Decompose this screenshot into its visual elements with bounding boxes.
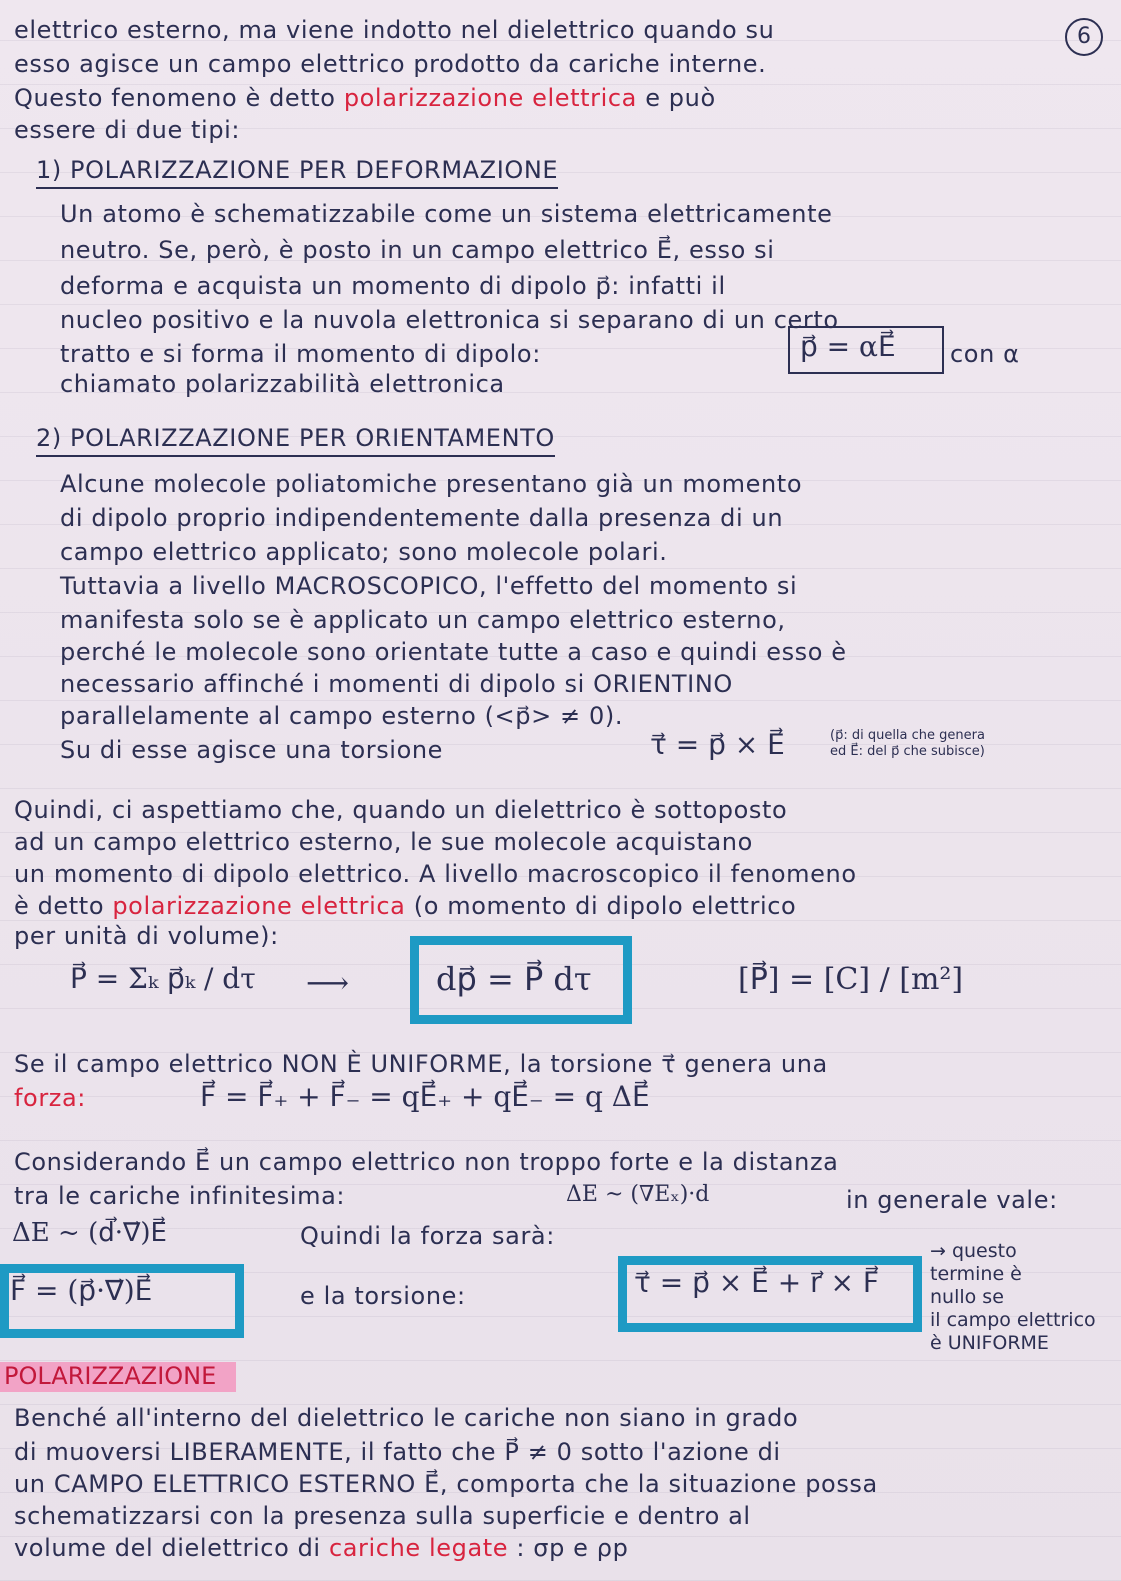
formula-p-alpha-e: p⃗ = αE⃗ <box>800 330 896 363</box>
text-line: neutro. Se, però, è posto in un campo elettrico E⃗, esso si <box>60 236 775 264</box>
text-line: deforma e acquista un momento di dipolo p⃗: infatti il <box>60 272 726 300</box>
text-line: tratto e si forma il momento di dipolo: <box>60 340 541 368</box>
text-line <box>14 1534 1101 1562</box>
text-line: in generale vale: <box>846 1186 1058 1214</box>
section-heading <box>36 156 558 184</box>
formula-delta-e-general: ΔE ~ (d⃗·∇⃗)E⃗ <box>12 1218 167 1248</box>
formula-torque-box: τ⃗ = p⃗ × E⃗ + r⃗ × F⃗ <box>634 1266 879 1299</box>
text-line: schematizzarsi con la presenza sulla superficie e dentro al <box>14 1502 751 1530</box>
text-line: Un atomo è schematizzabile come un sistema elettricamente <box>60 200 833 228</box>
heading-text: 2) POLARIZZAZIONE PER ORIENTAMENTO <box>36 424 555 457</box>
side-note-line: è UNIFORME <box>930 1332 1049 1354</box>
text-line: con α <box>950 340 1020 368</box>
text-line: per unità di volume): <box>14 922 279 950</box>
text-line: Tuttavia a livello MACROSCOPICO, l'effetto del momento si <box>60 572 798 600</box>
note-line: ed E⃗: del p⃗ che subisce) <box>830 744 985 759</box>
formula-dp: dp⃗ = P⃗ dτ <box>436 960 592 998</box>
highlighted-heading: POLARIZZAZIONE <box>0 1362 236 1392</box>
section-heading <box>36 424 555 452</box>
text-line: essere di due tipi: <box>14 116 241 144</box>
text-line: un CAMPO ELETTRICO ESTERNO E⃗, comporta che la situazione possa <box>14 1470 878 1498</box>
text-line: manifesta solo se è applicato un campo elettrico esterno, <box>60 606 786 634</box>
formula-delta-e-approx: ΔE ~ (∇Eₓ)·d <box>566 1182 710 1207</box>
formula-units: [P⃗] = [C] / [m²] <box>738 962 964 997</box>
text-fragment: e può <box>645 84 716 112</box>
torque-note <box>830 728 985 760</box>
note-line: (p⃗: di quella che genera <box>830 728 985 743</box>
text-line: ad un campo elettrico esterno, le sue molecole acquistano <box>14 828 753 856</box>
text-line: Su di esse agisce una torsione <box>60 736 444 764</box>
text-line: un momento di dipolo elettrico. A livello macroscopico il fenomeno <box>14 860 857 888</box>
key-term: polarizzazione elettrica <box>343 84 637 112</box>
formula-force: F⃗ = F⃗₊ + F⃗₋ = qE⃗₊ + qE⃗₋ = q ΔE⃗ <box>200 1080 650 1113</box>
side-note-line: termine è <box>930 1263 1022 1285</box>
text-fragment: volume del dielettrico di <box>14 1534 321 1562</box>
side-note-line: nullo se <box>930 1286 1004 1308</box>
side-note <box>930 1240 1096 1355</box>
heading-text: 1) POLARIZZAZIONE PER DEFORMAZIONE <box>36 156 558 189</box>
text-line <box>14 84 1101 112</box>
text-line: campo elettrico applicato; sono molecole polari. <box>60 538 668 566</box>
text-line: di dipolo proprio indipendentemente dalla presenza di un <box>60 504 784 532</box>
text-line: Alcune molecole poliatomiche presentano già un momento <box>60 470 803 498</box>
text-line: Quindi, ci aspettiamo che, quando un dielettrico è sottoposto <box>14 796 788 824</box>
arrow: ⟶ <box>306 966 350 1001</box>
formula-force-box: F⃗ = (p⃗·∇⃗)E⃗ <box>10 1274 153 1307</box>
text-line: Quindi la forza sarà: <box>300 1222 555 1250</box>
key-term: cariche legate <box>328 1534 509 1562</box>
text-line: necessario affinché i momenti di dipolo si ORIENTINO <box>60 670 733 698</box>
text-line: Benché all'interno del dielettrico le cariche non siano in grado <box>14 1404 799 1432</box>
text-line: elettrico esterno, ma viene indotto nel dielettrico quando su <box>14 16 775 44</box>
text-line: nucleo positivo e la nuvola elettronica si separano di un certo <box>60 306 839 334</box>
text-line: di muoversi LIBERAMENTE, il fatto che P⃗ ≠ 0 sotto l'azione di <box>14 1438 781 1466</box>
text-line: esso agisce un campo elettrico prodotto da cariche interne. <box>14 50 767 78</box>
key-term: polarizzazione elettrica <box>112 892 406 920</box>
text-line: chiamato polarizzabilità elettronica <box>60 370 505 398</box>
text-line: parallelamente al campo esterno (<p⃗> ≠ 0). <box>60 702 624 730</box>
text-fragment: (o momento di dipolo elettrico <box>413 892 797 920</box>
text-fragment: è detto <box>14 892 105 920</box>
text-line: Se il campo elettrico NON È UNIFORME, la torsione τ⃗ genera una <box>14 1050 828 1078</box>
page-number: 6 <box>1065 18 1103 56</box>
text-line: Considerando E⃗ un campo elettrico non troppo forte e la distanza <box>14 1148 839 1176</box>
text-fragment: Questo fenomeno è detto <box>14 84 336 112</box>
formula-polarization-definition: P⃗ = Σₖ p⃗ₖ / dτ <box>70 962 256 995</box>
text-line: tra le cariche infinitesima: <box>14 1182 346 1210</box>
side-note-line: il campo elettrico <box>930 1309 1096 1331</box>
side-note-line: → questo <box>930 1240 1017 1262</box>
text-line: perché le molecole sono orientate tutte a caso e quindi esso è <box>60 638 847 666</box>
key-term: forza: <box>14 1084 86 1112</box>
formula-torque: τ⃗ = p⃗ × E⃗ <box>650 728 785 761</box>
text-line <box>14 892 1101 920</box>
text-fragment: : σp e ρp <box>516 1534 629 1562</box>
text-line: e la torsione: <box>300 1282 466 1310</box>
